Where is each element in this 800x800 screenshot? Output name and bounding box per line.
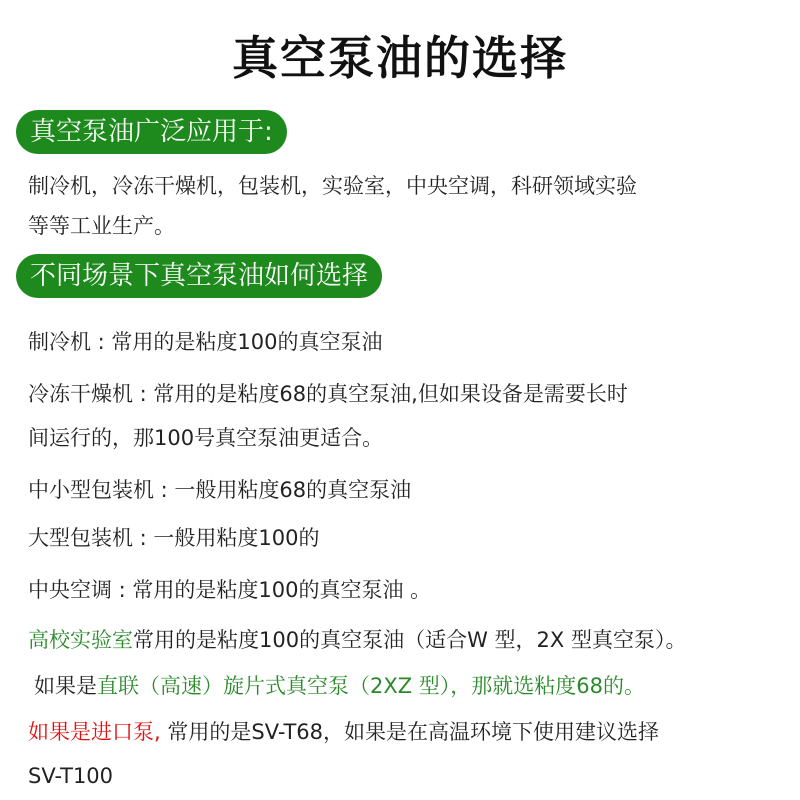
section-header-scenarios: 不同场景下真空泵油如何选择 (16, 254, 382, 298)
import-text: 常用的是SV-T68，如果是在高温环境下使用建议选择 (160, 720, 660, 744)
lab-text: 常用的是粘度100的真空泵油（适合W 型，2X 型真空泵）。 (133, 628, 687, 652)
direct-highlight: 直联（高速）旋片式真空泵（2XZ 型），那就选粘度68的。 (97, 674, 646, 698)
scenario-freeze-dryer-2: 间运行的，那100号真空泵油更适合。 (28, 426, 384, 450)
lab-highlight: 高校实验室 (28, 628, 133, 652)
direct-prefix: 如果是 (34, 674, 97, 698)
import-highlight: 如果是进口泵, (28, 720, 161, 744)
scenario-freeze-dryer-1: 冷冻干燥机 : 常用的是粘度68的真空泵油,但如果设备是需要长时 (28, 382, 628, 406)
scenario-direct-pump (34, 670, 645, 702)
section-header-applications: 真空泵油广泛应用于: (16, 110, 287, 154)
scenario-central-ac: 中央空调 : 常用的是粘度100的真空泵油 。 (28, 578, 432, 602)
scenario-lab (28, 624, 686, 656)
scenario-small-packaging: 中小型包装机 : 一般用粘度68的真空泵油 (28, 478, 412, 502)
applications-line-1: 制冷机，冷冻干燥机，包装机，实验室，中央空调，科研领域实验 (28, 174, 637, 198)
scenario-large-packaging: 大型包装机 : 一般用粘度100的 (28, 526, 320, 550)
page-title: 真空泵油的选择 (232, 31, 568, 85)
scenario-imported-pump (28, 716, 659, 748)
applications-line-2: 等等工业生产。 (28, 214, 175, 238)
scenario-imported-pump-2: SV-T100 (28, 764, 114, 788)
scenario-refrigerator: 制冷机 : 常用的是粘度100的真空泵油 (28, 330, 383, 354)
